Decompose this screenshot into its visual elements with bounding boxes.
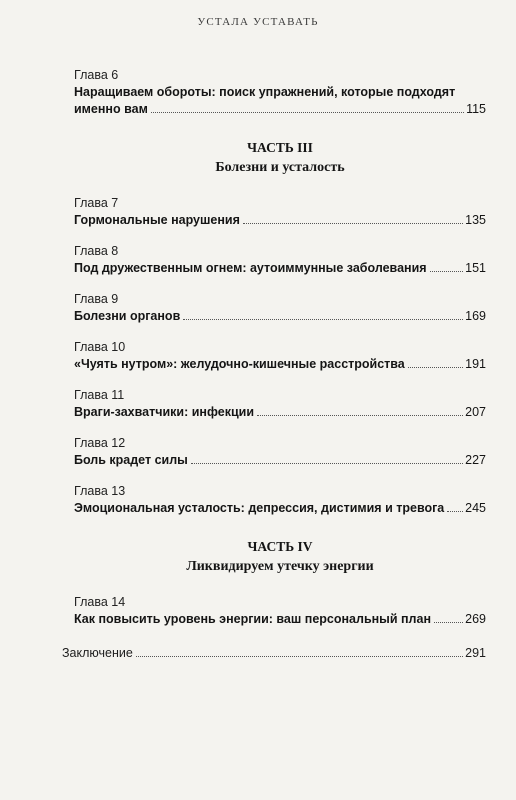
- chapter-title-text: Враги-захватчики: инфекции: [74, 405, 254, 419]
- part-heading-4: [74, 537, 486, 577]
- page-number: 291: [465, 646, 486, 660]
- toc-entry-chapter-11: [74, 386, 486, 421]
- toc-entry-chapter-10: [74, 338, 486, 373]
- chapter-title-text: Как повысить уровень энергии: ваш персональный план: [74, 612, 432, 626]
- part-number: ЧАСТЬ IV: [247, 539, 313, 554]
- table-of-contents: [62, 66, 486, 660]
- page-number: 115: [466, 102, 486, 116]
- chapter-title-text: Эмоциональная усталость: депрессия, дистимия и тревога: [74, 501, 445, 515]
- chapter-title-text: Болезни органов: [74, 309, 181, 323]
- chapter-title: [74, 404, 486, 421]
- toc-entry-chapter-7: [74, 194, 486, 229]
- chapter-label: Глава 9: [74, 292, 119, 306]
- dot-leader: [430, 270, 464, 272]
- chapter-title: [74, 308, 486, 325]
- dot-leader: [257, 414, 463, 416]
- page-number: 245: [465, 501, 486, 515]
- chapter-label: Глава 10: [74, 340, 126, 354]
- running-head: УСТАЛА УСТАВАТЬ: [197, 16, 319, 28]
- page-number: 191: [465, 357, 486, 371]
- chapter-label: Глава 12: [74, 436, 126, 450]
- toc-entry-chapter-14: [74, 593, 486, 628]
- chapter-title: [74, 500, 486, 517]
- part-heading-3: [74, 138, 486, 178]
- chapter-label: Глава 11: [74, 388, 125, 402]
- toc-entry-conclusion: [62, 646, 486, 660]
- chapter-label: Глава 7: [74, 196, 119, 210]
- toc-entry-chapter-9: [74, 290, 486, 325]
- chapter-label: Глава 8: [74, 244, 119, 258]
- page-number: 135: [465, 213, 486, 227]
- dot-leader: [447, 510, 463, 512]
- chapter-label: Глава 6: [74, 68, 119, 82]
- page-number: 151: [465, 261, 486, 275]
- chapter-title-text: Боль крадет силы: [74, 453, 188, 467]
- toc-entry-chapter-13: [74, 482, 486, 517]
- dot-leader: [243, 222, 463, 224]
- dot-leader: [151, 111, 464, 113]
- dot-leader: [136, 655, 463, 657]
- chapter-title: [74, 452, 486, 469]
- page-number: 169: [465, 309, 486, 323]
- part-title: Болезни и усталость: [215, 160, 345, 175]
- part-title: Ликвидируем утечку энергии: [186, 559, 374, 574]
- toc-entry-chapter-8: [74, 242, 486, 277]
- part-number: ЧАСТЬ III: [247, 140, 313, 155]
- page-number: 207: [465, 405, 486, 419]
- page-number: 269: [465, 612, 486, 626]
- chapter-title: [74, 212, 486, 229]
- chapter-title-text: Под дружественным огнем: аутоиммунные заболевания: [74, 261, 427, 275]
- conclusion-title: Заключение: [62, 646, 133, 660]
- chapter-label: Глава 13: [74, 484, 126, 498]
- dot-leader: [183, 318, 463, 320]
- chapter-title: [74, 260, 486, 277]
- chapter-title-text: Гормональные нарушения: [74, 213, 240, 227]
- dot-leader: [434, 621, 463, 623]
- chapter-label: Глава 14: [74, 595, 126, 609]
- chapter-title: [74, 611, 486, 628]
- chapter-title-text: «Чуять нутром»: желудочно-кишечные расстройства: [74, 357, 405, 371]
- dot-leader: [408, 366, 463, 368]
- toc-entry-chapter-6: [74, 66, 486, 118]
- dot-leader: [191, 462, 463, 464]
- chapter-title-text: именно вам: [74, 102, 148, 116]
- chapter-title: [74, 356, 486, 373]
- chapter-title-line-1: Наращиваем обороты: поиск упражнений, которые подходят: [74, 85, 456, 99]
- page-number: 227: [465, 453, 486, 467]
- toc-entry-chapter-12: [74, 434, 486, 469]
- chapter-title-line-2: [74, 101, 486, 118]
